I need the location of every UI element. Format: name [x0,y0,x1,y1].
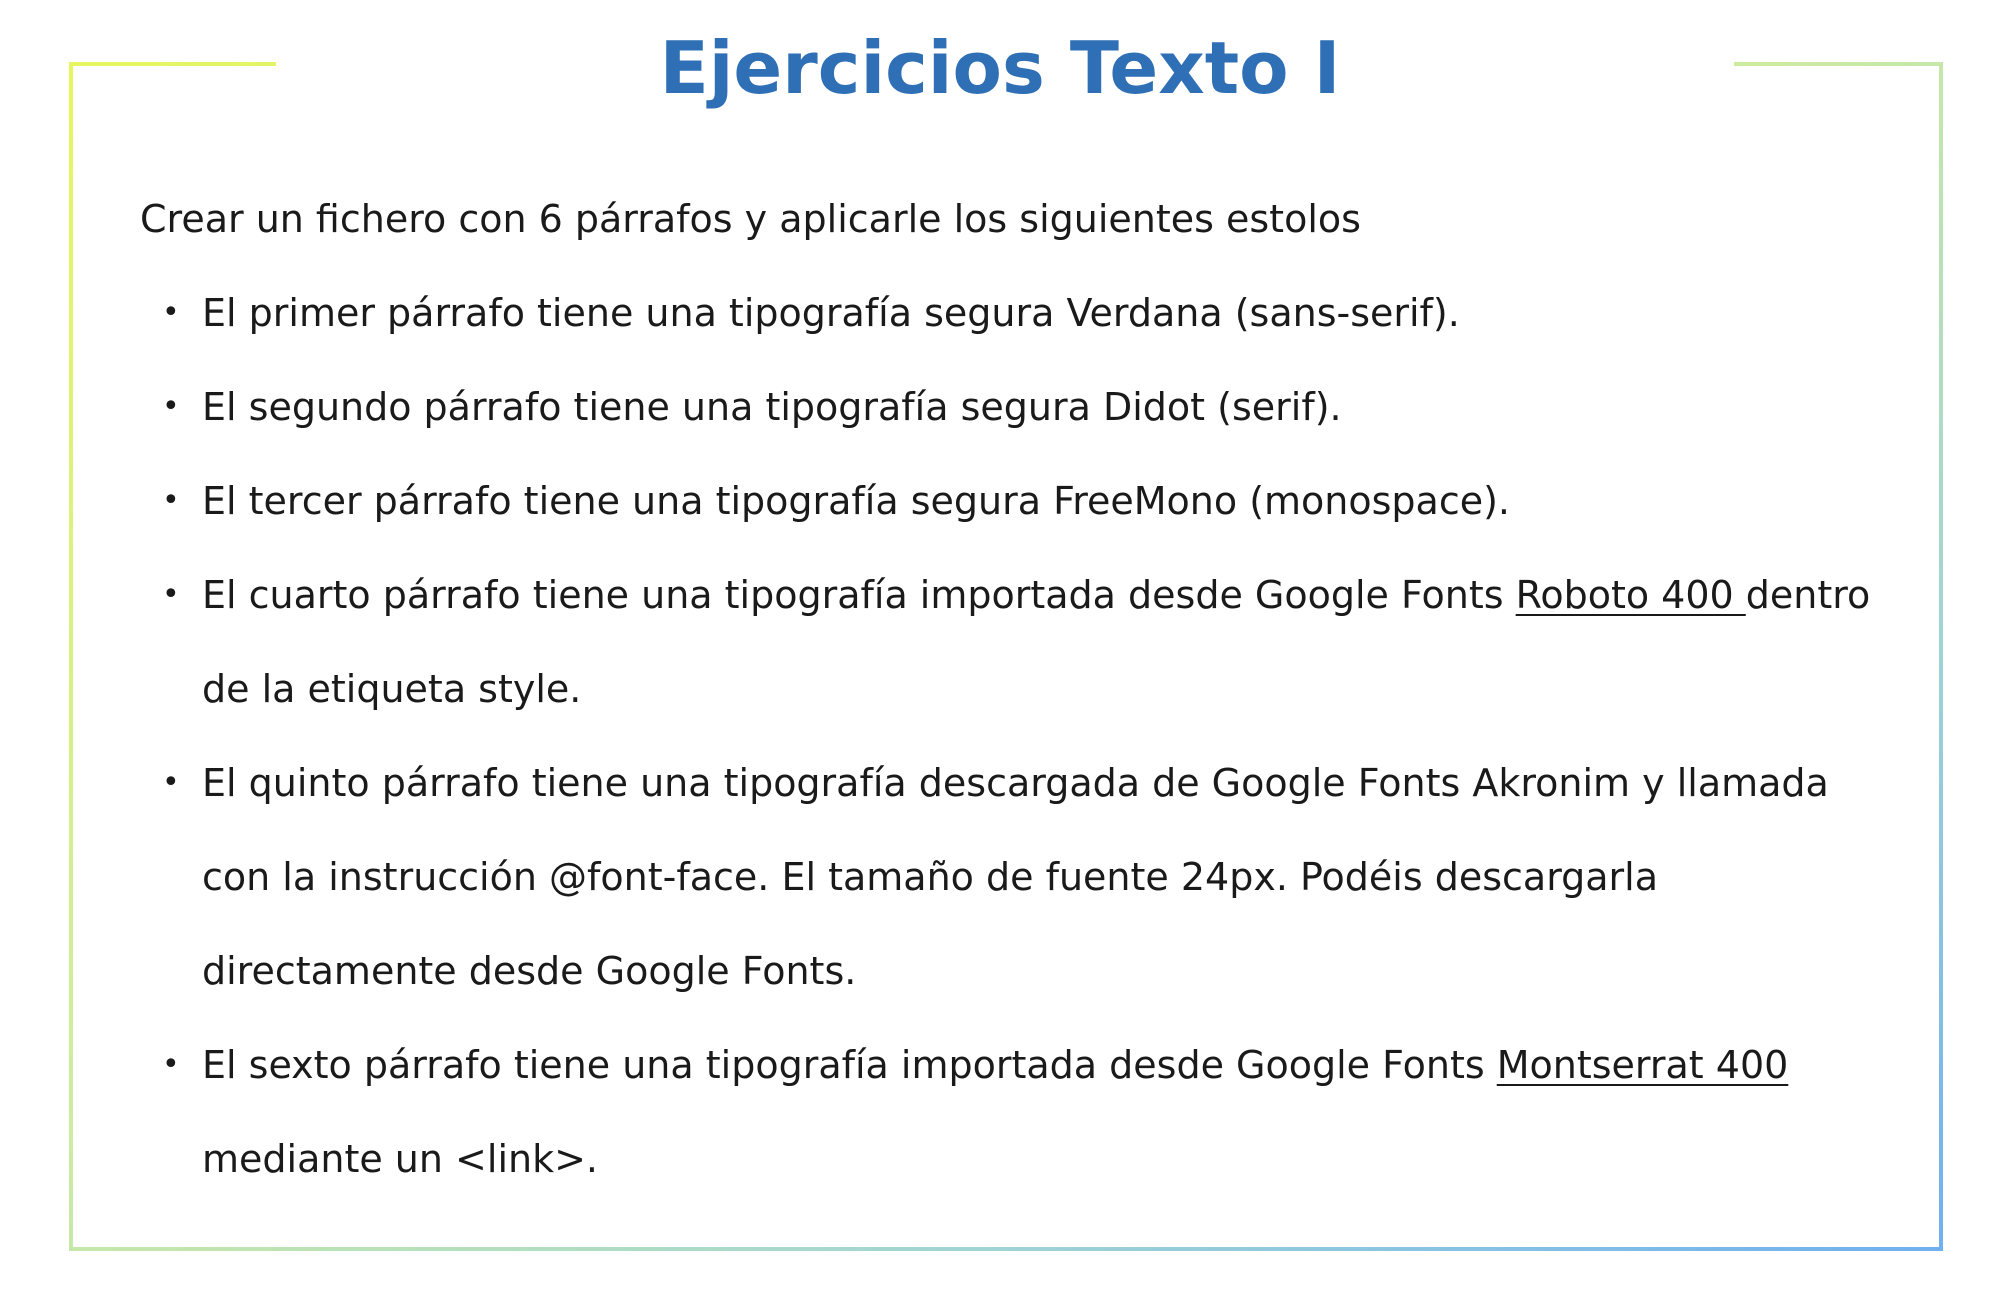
bullet-icon: • [162,765,180,800]
bullet-icon: • [162,483,180,518]
item-text: El sexto párrafo tiene una tipografía importada desde Google Fonts [202,1043,1497,1087]
item-text: mediante un <link>. [202,1137,599,1181]
list-item [140,266,1880,360]
list-item [140,454,1880,548]
list-item [140,736,1880,1018]
requirements-list [140,266,1880,1206]
page-title: Ejercicios Texto I [659,26,1341,110]
item-text: El quinto párrafo tiene una tipografía descargada de Google Fonts Akronim y llamada con la instrucción @font-face. El tamaño de fuente 24px. Podéis descargarla directamente desde Google Fonts. [202,761,1829,993]
exercise-body [140,172,1880,1206]
item-text: El tercer párrafo tiene una tipografía segura FreeMono (monospace). [202,479,1510,523]
item-text: El cuarto párrafo tiene una tipografía importada desde Google Fonts [202,573,1516,617]
list-item [140,548,1880,736]
item-text: El segundo párrafo tiene una tipografía segura Didot (serif). [202,385,1342,429]
intro-text: Crear un fichero con 6 párrafos y aplicarle los siguientes estolos [140,197,1361,241]
montserrat-link[interactable]: Montserrat 400 [1496,1043,1789,1087]
item-text: dentro de la etiqueta style. [202,573,1871,711]
bullet-icon: • [162,389,180,424]
list-item [140,360,1880,454]
bullet-icon: • [162,1047,180,1082]
item-text: El primer párrafo tiene una tipografía segura Verdana (sans-serif). [202,291,1460,335]
roboto-link[interactable]: Roboto 400 [1515,573,1746,617]
bullet-icon: • [162,295,180,330]
bullet-icon: • [162,577,180,612]
list-item [140,1018,1880,1206]
